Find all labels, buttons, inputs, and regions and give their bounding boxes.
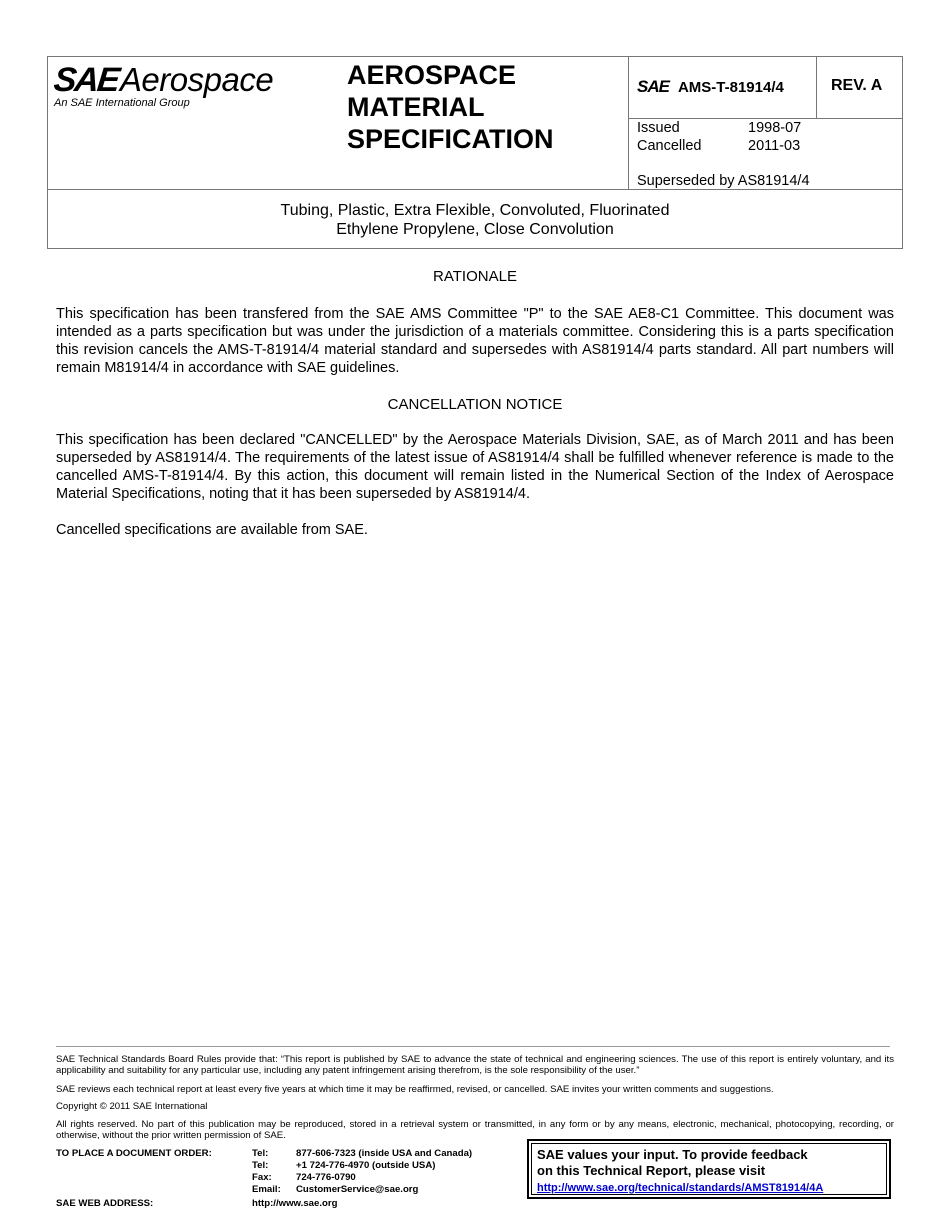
order-row	[252, 1184, 472, 1196]
divider	[816, 57, 817, 119]
availability-text: Cancelled specifications are available from SAE.	[56, 522, 368, 538]
document-number: AMS-T-81914/4	[677, 78, 784, 96]
order-key: Tel:	[252, 1148, 269, 1159]
copyright-text: Copyright © 2011 SAE International	[56, 1101, 208, 1112]
document-header	[47, 56, 903, 190]
board-rules-text: SAE Technical Standards Board Rules provide that: “This report is published by SAE to advance the state of technical and engineering sciences. The use of this report is entirely voluntary, and its applicability and suitability for any particular use, including any patent infringement arising therefrom, is the sole responsibility of the user.”	[56, 1054, 894, 1076]
logo-sae-text: SAE	[52, 61, 120, 99]
cancelled-label: Cancelled	[637, 138, 702, 154]
order-value: +1 724-776-4970 (outside USA)	[296, 1160, 436, 1171]
order-value: 877-606-7323 (inside USA and Canada)	[296, 1148, 473, 1159]
document-title	[47, 189, 903, 249]
feedback-text: on this Technical Report, please visit	[537, 1163, 766, 1178]
footer-rule	[56, 1046, 890, 1047]
feedback-text: SAE values your input. To provide feedback	[537, 1147, 808, 1162]
title-line: MATERIAL	[347, 92, 485, 122]
web-address	[56, 1198, 338, 1209]
rationale-heading: RATIONALE	[433, 268, 517, 285]
document-title-line: Tubing, Plastic, Extra Flexible, Convoluted, Fluorinated	[280, 202, 670, 219]
feedback-box	[527, 1139, 891, 1199]
document-title-line: Ethylene Propylene, Close Convolution	[336, 221, 614, 238]
order-label: TO PLACE A DOCUMENT ORDER:	[56, 1148, 212, 1159]
order-key: Fax:	[252, 1172, 272, 1183]
order-key: Email:	[252, 1184, 281, 1195]
order-row	[252, 1160, 472, 1172]
cancellation-text: This specification has been declared "CANCELLED" by the Aerospace Materials Division, SAE, as of March 2011 and has been superseded by AS81914/4. The requirements of the latest issue of AS81914/4 shall be fulfilled whenever reference is made to the cancelled AMS-T-81914/4. By this action, this document will remain listed in the Numerical Section of the Index of Aerospace Material Specifications, noting that it has been superseded by AS81914/4.	[56, 432, 894, 502]
cancelled-value: 2011-03	[748, 138, 801, 154]
rationale-text: This specification has been transfered from the SAE AMS Committee "P" to the SAE AE8-C1 Committee. This document was intended as a parts specification but was under the jurisdiction of a materials committee. Considering this is a parts specification this revision cancels the AMS-T-81914/4 material standard and supersedes with AS81914/4 parts standard. All part numbers will remain M81914/4 in accordance with SAE guidelines.	[56, 306, 894, 376]
superseded-note: Superseded by AS81914/4	[637, 173, 810, 189]
order-row	[252, 1148, 472, 1160]
order-value: 724-776-0790	[296, 1172, 356, 1183]
review-text: SAE reviews each technical report at least every five years at which time it may be reaffirmed, revised, or cancelled. SAE invites your written comments and suggestions.	[56, 1084, 774, 1095]
order-value: CustomerService@sae.org	[296, 1184, 419, 1195]
feedback-link[interactable]: http://www.sae.org/technical/standards/AMST81914/4A	[537, 1182, 824, 1194]
revision: REV. A	[831, 77, 883, 94]
issue-dates	[637, 119, 801, 155]
sae-aerospace-logo	[52, 61, 274, 109]
web-address-label: SAE WEB ADDRESS:	[56, 1198, 154, 1209]
web-address-value: http://www.sae.org	[252, 1198, 338, 1209]
title-line: AEROSPACE	[347, 60, 517, 90]
order-key: Tel:	[252, 1160, 269, 1171]
logo-subtitle: An SAE International Group	[54, 97, 190, 109]
cancellation-heading: CANCELLATION NOTICE	[387, 396, 563, 413]
title-line: SPECIFICATION	[347, 124, 554, 154]
divider	[628, 57, 629, 190]
document-type-title	[347, 59, 554, 155]
issued-label: Issued	[637, 120, 680, 136]
rights-text: All rights reserved. No part of this publication may be reproduced, stored in a retrieval system or transmitted, in any form or by any means, electronic, mechanical, photocopying, recording, or otherwise, without the prior written permission of SAE.	[56, 1119, 894, 1141]
logo-aerospace-text: Aerospace	[119, 61, 274, 98]
issued-value: 1998-07	[748, 120, 802, 136]
document-number-cell	[637, 77, 784, 97]
sae-mini-logo: SAE	[637, 77, 669, 96]
order-row	[252, 1172, 472, 1184]
